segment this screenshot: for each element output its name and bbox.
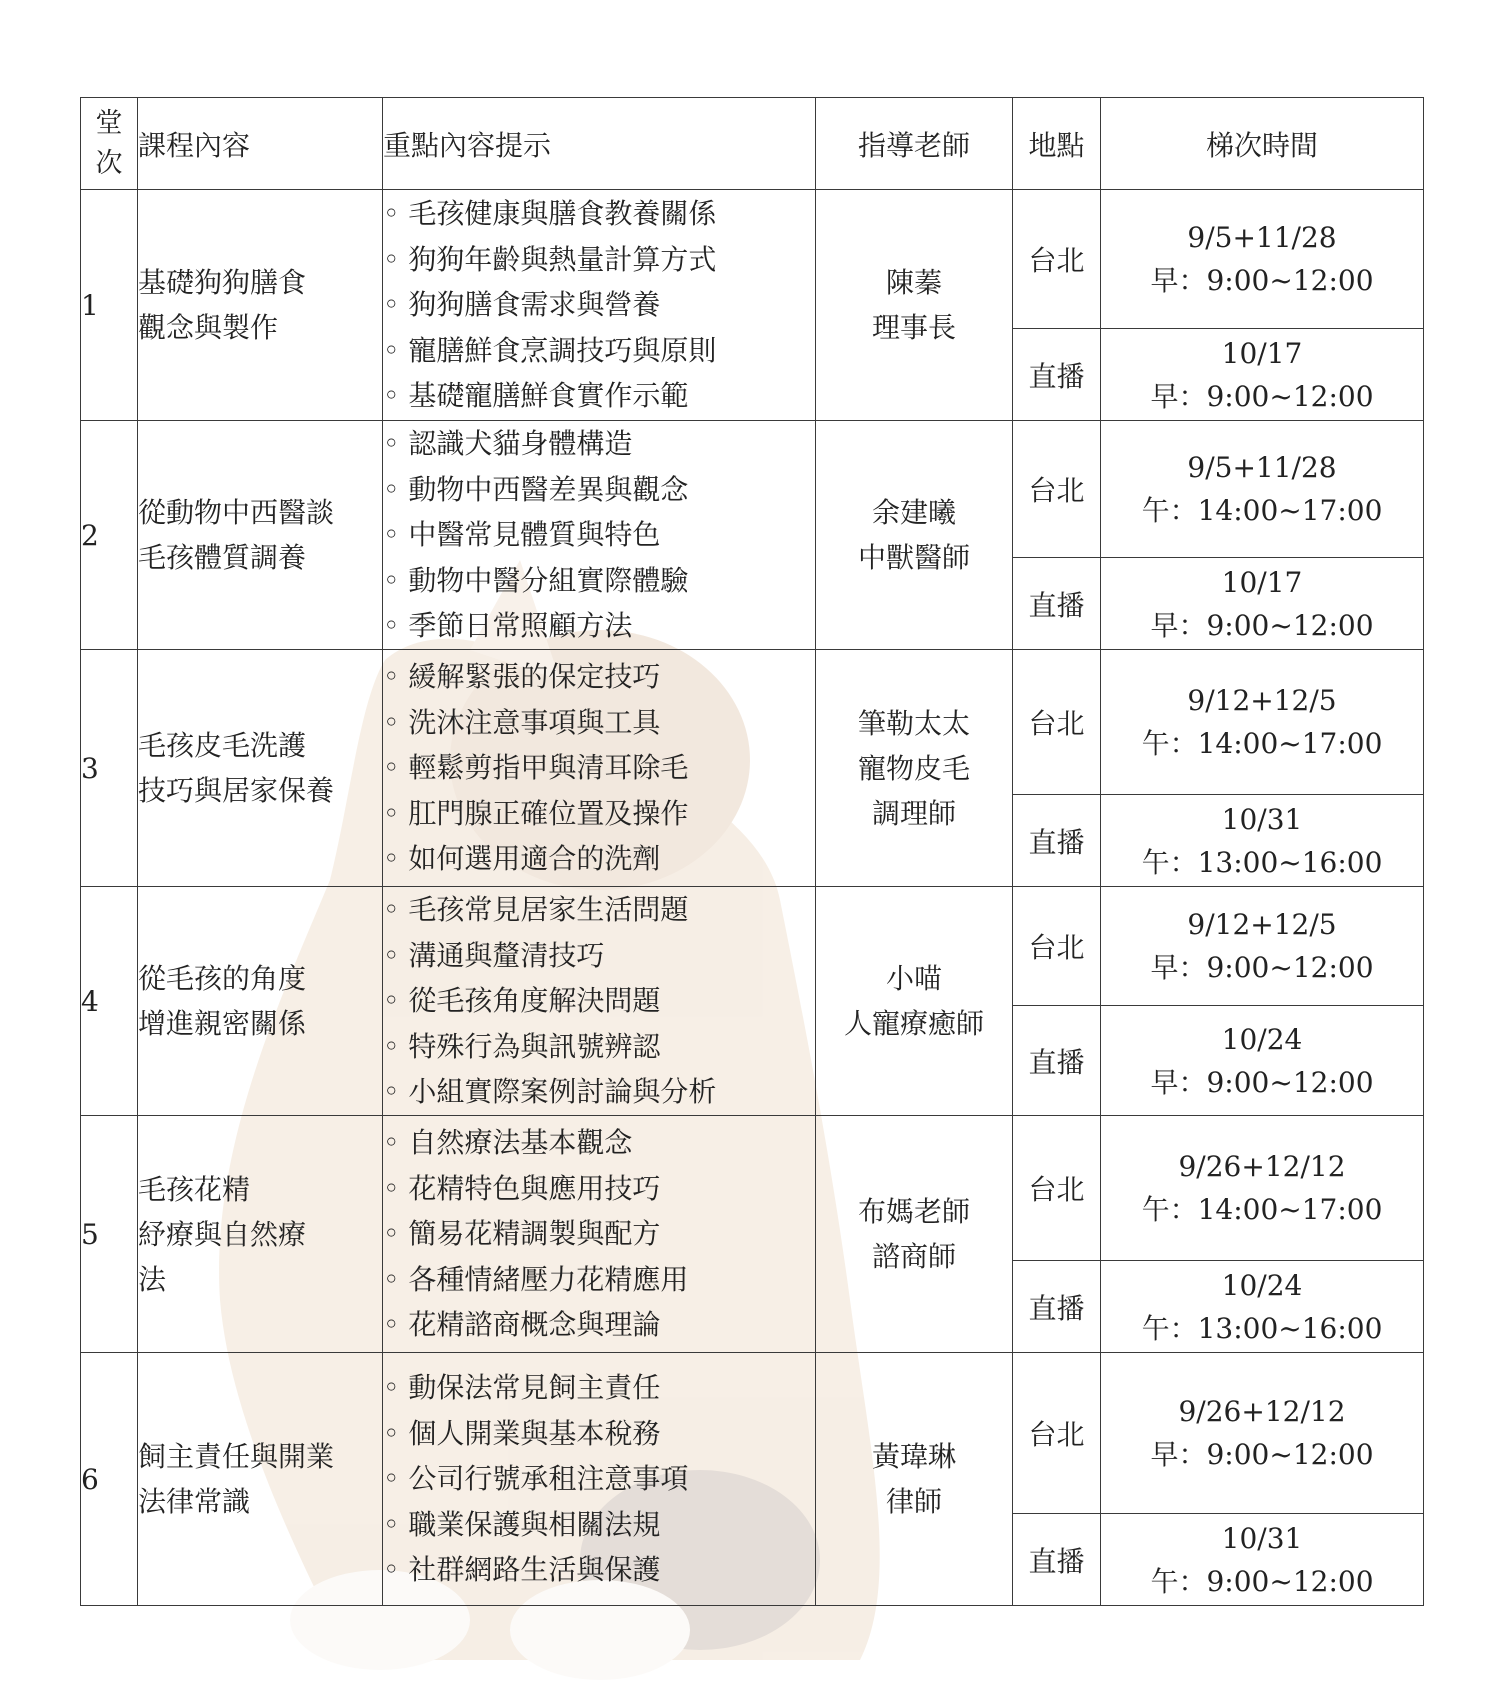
point-item: ◦ 動保法常見飼主責任: [383, 1365, 815, 1411]
course-teacher: [816, 421, 1013, 650]
teacher-role: 理事長: [871, 311, 956, 344]
point-item: ◦ 認識犬貓身體構造: [383, 421, 815, 467]
point-item: ◦ 社群網路生活與保護: [383, 1547, 815, 1593]
course-title-line: 觀念與製作: [138, 311, 279, 344]
point-item: ◦ 肛門腺正確位置及操作: [383, 791, 815, 837]
point-item: ◦ 緩解緊張的保定技巧: [383, 654, 815, 700]
time-cell: [1101, 190, 1424, 329]
point-item: ◦ 特殊行為與訊號辨認: [383, 1024, 815, 1070]
point-item: ◦ 小組實際案例討論與分析: [383, 1069, 815, 1115]
session-time: 早：9:00~12:00: [1150, 951, 1374, 984]
point-item: ◦ 寵膳鮮食烹調技巧與原則: [383, 328, 815, 374]
point-item: ◦ 季節日常照顧方法: [383, 603, 815, 649]
session-time: 早：9:00~12:00: [1150, 379, 1374, 413]
point-item: ◦ 簡易花精調製與配方: [383, 1211, 815, 1257]
session-time: 午：14:00~17:00: [1141, 494, 1383, 527]
session-date: 10/17: [1221, 336, 1303, 370]
session-time: 早：9:00~12:00: [1150, 1438, 1374, 1471]
location-cell: 台北: [1013, 190, 1101, 329]
session-time: 午：9:00~12:00: [1150, 1564, 1374, 1598]
location-cell: 直播: [1013, 1006, 1101, 1116]
course-row: [81, 650, 1424, 795]
teacher-role: 寵物皮毛: [857, 751, 970, 785]
session-time: 早：9:00~12:00: [1150, 608, 1374, 642]
session-date: 9/5+11/28: [1187, 221, 1337, 254]
header-points: 重點內容提示: [383, 98, 816, 190]
time-cell: [1101, 1261, 1424, 1353]
course-title: [138, 1116, 383, 1353]
time-cell: [1101, 558, 1424, 650]
point-item: ◦ 動物中醫分組實際體驗: [383, 558, 815, 604]
course-number: 6: [81, 1353, 138, 1606]
course-teacher: [816, 1353, 1013, 1606]
location-cell: 直播: [1013, 1514, 1101, 1606]
time-cell: [1101, 887, 1424, 1006]
location-cell: 台北: [1013, 887, 1101, 1006]
point-item: ◦ 花精特色與應用技巧: [383, 1166, 815, 1212]
course-row: [81, 1353, 1424, 1514]
teacher-role: 調理師: [871, 796, 956, 830]
course-title-line: 技巧與居家保養: [138, 774, 335, 807]
course-title: [138, 1353, 383, 1606]
course-points: [383, 887, 816, 1116]
course-title-line: 飼主責任與開業: [138, 1440, 335, 1473]
course-row: [81, 421, 1424, 558]
point-item: ◦ 狗狗年齡與熱量計算方式: [383, 237, 815, 283]
course-title-line: 毛孩體質調養: [138, 541, 307, 574]
course-schedule-table: [80, 97, 1424, 1606]
point-item: ◦ 個人開業與基本稅務: [383, 1411, 815, 1457]
point-item: ◦ 如何選用適合的洗劑: [383, 836, 815, 882]
course-points: [383, 1353, 816, 1606]
point-item: ◦ 狗狗膳食需求與營養: [383, 282, 815, 328]
course-title-line: 紓療與自然療: [138, 1217, 307, 1251]
teacher-name: 筆勒太太: [857, 706, 970, 740]
session-time: 早：9:00~12:00: [1150, 1065, 1374, 1099]
point-item: ◦ 公司行號承租注意事項: [383, 1456, 815, 1502]
course-title: [138, 190, 383, 421]
course-title-line: 毛孩花精: [138, 1172, 251, 1206]
teacher-name: 布媽老師: [857, 1195, 970, 1228]
course-number: 1: [81, 190, 138, 421]
time-cell: [1101, 795, 1424, 887]
time-cell: [1101, 329, 1424, 421]
time-cell: [1101, 1116, 1424, 1261]
session-time: 早：9:00~12:00: [1150, 264, 1374, 297]
header-title: 課程內容: [138, 98, 383, 190]
session-date: 10/24: [1221, 1268, 1303, 1302]
location-cell: 台北: [1013, 650, 1101, 795]
location-cell: 直播: [1013, 329, 1101, 421]
point-item: ◦ 毛孩常見居家生活問題: [383, 887, 815, 933]
point-item: ◦ 自然療法基本觀念: [383, 1120, 815, 1166]
session-time: 午：13:00~16:00: [1141, 1311, 1383, 1345]
session-date: 9/5+11/28: [1187, 451, 1337, 484]
course-title: [138, 650, 383, 887]
session-date: 9/12+12/5: [1187, 684, 1337, 717]
teacher-name: 黃瑋琳: [871, 1440, 956, 1473]
course-row: [81, 190, 1424, 329]
point-item: ◦ 動物中西醫差異與觀念: [383, 467, 815, 513]
location-cell: 直播: [1013, 795, 1101, 887]
header-row: [81, 98, 1424, 190]
session-date: 10/31: [1221, 802, 1303, 836]
session-date: 9/12+12/5: [1187, 908, 1337, 941]
session-date: 9/26+12/12: [1178, 1395, 1346, 1428]
point-item: ◦ 毛孩健康與膳食教養關係: [383, 191, 815, 237]
header-teacher: 指導老師: [816, 98, 1013, 190]
course-row: [81, 887, 1424, 1006]
course-teacher: [816, 887, 1013, 1116]
course-title-line: 從毛孩的角度: [138, 962, 307, 995]
course-number: 4: [81, 887, 138, 1116]
course-title-line: 法律常識: [138, 1485, 251, 1518]
course-title-line: 毛孩皮毛洗護: [138, 729, 307, 762]
course-title: [138, 887, 383, 1116]
header-time: 梯次時間: [1101, 98, 1424, 190]
header-location: 地點: [1013, 98, 1101, 190]
teacher-role: 律師: [885, 1485, 942, 1518]
header-session-label: 堂次: [95, 107, 123, 179]
course-points: [383, 650, 816, 887]
course-points: [383, 1116, 816, 1353]
point-item: ◦ 各種情緒壓力花精應用: [383, 1257, 815, 1303]
course-teacher: [816, 1116, 1013, 1353]
header-session: [81, 98, 138, 190]
course-title-line: 法: [138, 1262, 167, 1296]
course-teacher: [816, 190, 1013, 421]
course-teacher: [816, 650, 1013, 887]
point-item: ◦ 從毛孩角度解決問題: [383, 978, 815, 1024]
time-cell: [1101, 650, 1424, 795]
session-time: 午：14:00~17:00: [1141, 727, 1383, 760]
course-number: 3: [81, 650, 138, 887]
teacher-role: 人寵療癒師: [843, 1007, 984, 1040]
point-item: ◦ 輕鬆剪指甲與清耳除毛: [383, 745, 815, 791]
session-date: 10/31: [1221, 1521, 1303, 1555]
session-time: 午：14:00~17:00: [1141, 1193, 1383, 1226]
course-title-line: 基礎狗狗膳食: [138, 266, 307, 299]
session-date: 10/17: [1221, 565, 1303, 599]
course-points: [383, 190, 816, 421]
location-cell: 直播: [1013, 558, 1101, 650]
teacher-role: 中獸醫師: [857, 541, 970, 574]
time-cell: [1101, 1353, 1424, 1514]
session-date: 10/24: [1221, 1022, 1303, 1056]
course-row: [81, 1116, 1424, 1261]
point-item: ◦ 中醫常見體質與特色: [383, 512, 815, 558]
location-cell: 台北: [1013, 1116, 1101, 1261]
time-cell: [1101, 1514, 1424, 1606]
point-item: ◦ 溝通與釐清技巧: [383, 933, 815, 979]
location-cell: 直播: [1013, 1261, 1101, 1353]
course-title-line: 增進親密關係: [138, 1007, 307, 1040]
teacher-name: 小喵: [885, 962, 942, 995]
course-number: 2: [81, 421, 138, 650]
point-item: ◦ 洗沐注意事項與工具: [383, 700, 815, 746]
session-time: 午：13:00~16:00: [1141, 845, 1383, 879]
teacher-name: 余建曦: [871, 496, 956, 529]
course-title-line: 從動物中西醫談: [138, 496, 335, 529]
time-cell: [1101, 421, 1424, 558]
point-item: ◦ 基礎寵膳鮮食實作示範: [383, 373, 815, 419]
location-cell: 台北: [1013, 1353, 1101, 1514]
teacher-role: 諮商師: [871, 1240, 956, 1273]
time-cell: [1101, 1006, 1424, 1116]
course-title: [138, 421, 383, 650]
point-item: ◦ 職業保護與相關法規: [383, 1502, 815, 1548]
teacher-name: 陳蓁: [885, 266, 942, 299]
point-item: ◦ 花精諮商概念與理論: [383, 1302, 815, 1348]
course-points: [383, 421, 816, 650]
location-cell: 台北: [1013, 421, 1101, 558]
course-number: 5: [81, 1116, 138, 1353]
session-date: 9/26+12/12: [1178, 1150, 1346, 1183]
